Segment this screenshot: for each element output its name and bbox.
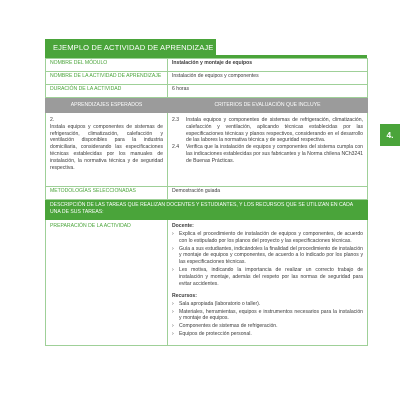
list-item: › Equipos de protección personal. xyxy=(172,331,363,338)
activity-name-row xyxy=(46,72,368,85)
preparation-row xyxy=(46,220,368,346)
methodology-row xyxy=(46,187,368,200)
list-item: › Les motiva, indicando la importancia de realizar un correcto trabajo de instalación y montaje, además del respeto por las normas de seguridad para evitar accidentes. xyxy=(172,267,363,287)
teacher-list xyxy=(172,231,363,288)
resources-title: Recursos: xyxy=(172,292,197,299)
learning-text: Instala equipos y componentes de sistemas de refrigeración, climatización, calefacción y ventilación disponibles para la industria domiciliaria, considerando las especificaciones técnicas establecidas por los manuales de instalación, la normativa técnica y de seguridad respectiva. xyxy=(50,123,163,171)
description-title: DESCRIPCIÓN DE LAS TAREAS QUE REALIZAN DOCENTES Y ESTUDIANTES, Y LOS RECURSOS QUE SE UTILIZAN EN CADA UNA DE SUS TAREAS: xyxy=(46,200,368,220)
teacher-title: Docente: xyxy=(172,223,194,229)
learning-number: 2. xyxy=(50,117,55,123)
criteria-header: CRITERIOS DE EVALUACIÓN QUE INCLUYE xyxy=(168,98,368,113)
preparation-cell xyxy=(168,220,368,346)
duration-row xyxy=(46,85,368,98)
list-item: › Explica el procedimiento de instalación de equipos y componentes, de acuerdo con lo estipulado por los planos del proyecto y las especificaciones técnicas. xyxy=(172,231,363,245)
criterion-number: 2.4 xyxy=(172,144,180,151)
criteria-cell xyxy=(168,113,368,187)
activity-name-value: Instalación de equipos y componentes xyxy=(168,72,368,85)
module-label: NOMBRE DEL MÓDULO xyxy=(46,59,168,72)
learning-criteria-row xyxy=(46,113,368,187)
section-badge: 4. xyxy=(380,124,400,146)
duration-value: 6 horas xyxy=(168,85,368,98)
expected-learning-header: APRENDIZAJES ESPERADOS xyxy=(46,98,168,113)
activity-table xyxy=(45,58,368,346)
list-item: › Componentes de sistemas de refrigeración. xyxy=(172,323,363,330)
criterion-text: Instala equipos y componentes de sistemas de refrigeración, climatización, calefacción y ventilación, aplicando técnicas establecidas por las especificaciones técnicas y planos respectivos, considerando en el desarrollo de las labores la normativa técnica y de seguridad respectiva. xyxy=(186,117,363,144)
criterion-item xyxy=(172,144,363,164)
resources-list xyxy=(172,301,363,339)
activity-name-label: NOMBRE DE LA ACTIVIDAD DE APRENDIZAJE xyxy=(46,72,168,85)
duration-label: DURACIÓN DE LA ACTIVIDAD xyxy=(46,85,168,98)
criterion-item xyxy=(172,117,363,144)
learning-cell xyxy=(46,113,168,187)
module-value: Instalación y montaje de equipos xyxy=(168,59,368,72)
methodology-label: METODOLOGÍAS SELECCIONADAS xyxy=(46,187,168,200)
preparation-label: PREPARACIÓN DE LA ACTIVIDAD xyxy=(46,220,168,346)
description-band xyxy=(46,200,368,220)
columns-header-row xyxy=(46,98,368,113)
methodology-value: Demostración guiada xyxy=(168,187,368,200)
criterion-number: 2.3 xyxy=(172,117,180,123)
list-item: › Materiales, herramientas, equipos e instrumentos necesarios para la instalación y montaje de equipos. xyxy=(172,309,363,323)
module-row xyxy=(46,59,368,72)
list-item: › Sala apropiada (laboratorio o taller). xyxy=(172,301,363,308)
activity-example-title: EJEMPLO DE ACTIVIDAD DE APRENDIZAJE xyxy=(45,39,216,56)
list-item: › Guía a sus estudiantes, indicándoles la finalidad del procedimiento de instalación y montaje de equipos y componentes, de acuerdo a lo indicado por los planos y las especificaciones técnicas. xyxy=(172,246,363,266)
criterion-text: Verifica que la instalación de equipos y componentes del sistema cumpla con las indicaciones establecidas por sus fabricantes y la Norma chilena NCh3241 de Buenas Prácticas. xyxy=(186,144,363,164)
